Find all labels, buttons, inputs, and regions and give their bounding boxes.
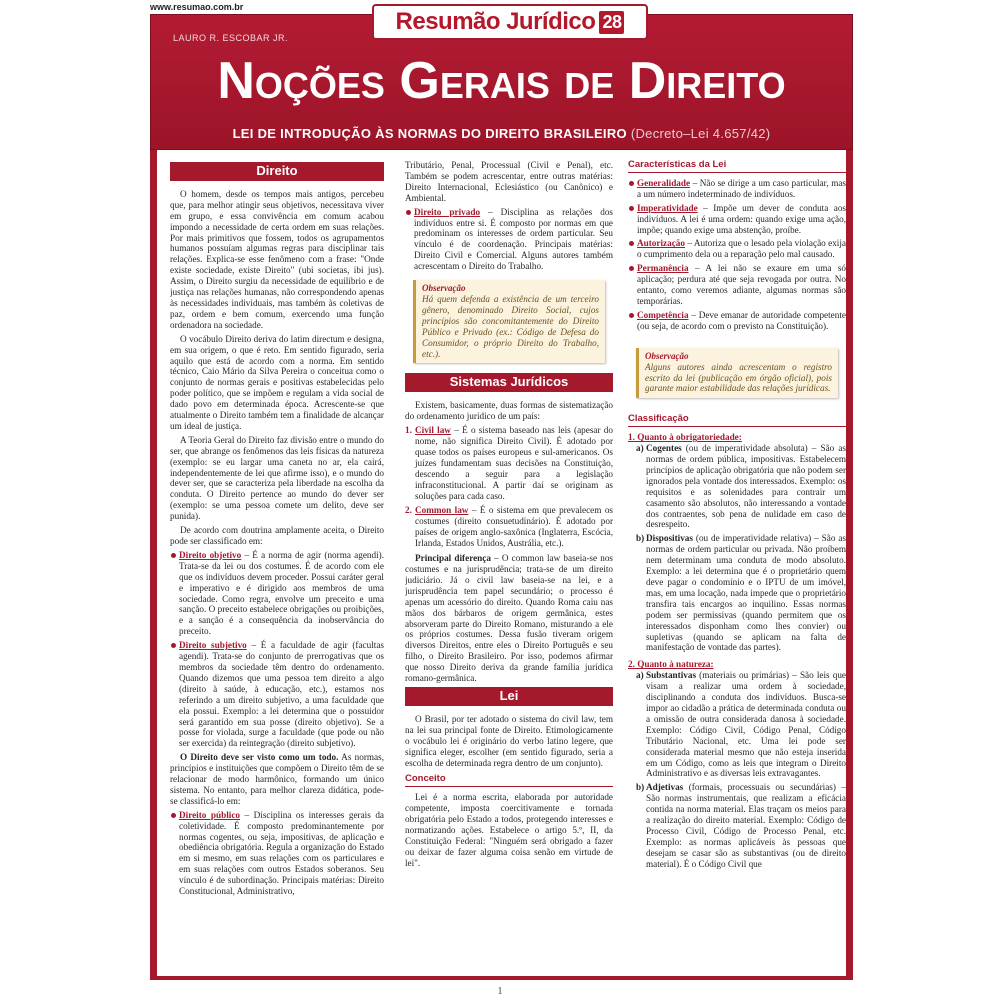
term-text: – Impõe um dever de conduta aos indivíduos. A lei é uma ordem: quando exige uma ação, impõe; quando exige uma abstenção, proíbe. [637,202,846,235]
column-1 [170,160,384,972]
section-heading-sistemas: Sistemas Jurídicos [405,373,613,392]
term-text: – É o sistema baseado nas leis (apesar do nome, não significa Direito Civil). É adotado por quase todos os países europeus e sul-americanos. Os juízes fundamentam suas decisões na Constituição, descendo a seguir para a legislação infraconstitucional. A partir daí se originam as soluções para cada caso. [415,425,613,501]
section-heading-direito: Direito [170,162,384,181]
author-name: LAURO R. ESCOBAR JR. [173,33,289,43]
brand-logo [372,4,648,40]
paragraph [405,553,613,684]
term: Direito subjetivo [179,640,247,651]
term: Dispositivas [646,533,693,544]
term: Direito objetivo [179,549,242,560]
term: Cogentes [646,443,682,454]
term-text: – É o sistema em que prevalecem os costumes (direito consuetudinário). É adotado por países de origem anglo-saxônica (Inglaterra, Escócia, Irlanda, Estados Unidos, Austrália, etc.). [415,505,613,549]
item-number: 2. [405,505,412,516]
numbered-item [405,425,613,501]
paragraph-text: – O common law baseia-se nos costumes e na jurisprudência; trata-se de um direito judiciário. Já o civil law baseia-se na lei, e a jurisprudência tem papel secundário; o processo é apenas um acessório do direito. Quando Roma caiu nas mãos dos bárbaros de origem germânica, estes absorveram parte do Direito Romano, misturando a ele os próprios costumes. Dessa fusão tiveram origem diversos Direitos, entre eles o Direito Português e seu filho, o Direito Brasileiro. Por isso, podemos afirmar que nosso Direito deriva da grande família jurídica romano-germânica. [405,553,613,684]
classification-level-2: 2. Quanto à natureza: [628,659,714,670]
brand-part1: Resumão [395,8,501,35]
list-item [628,263,846,307]
paragraph: O Brasil, por ter adotado o sistema do civil law, tem na lei sua principal fonte de Direito. Etimologicamente o vocábulo lei é originário do verbo latino legere, que significa eleger, escolher (em sentido figurado, seria a escolha de determinada regra dentro de um conjunto). [405,713,613,768]
column-3 [628,160,846,972]
bold-lead: Principal diferença [415,553,491,564]
column-2 [405,160,613,972]
list-item [170,640,384,749]
section-heading-lei: Lei [405,687,613,706]
term: Competência [637,309,689,320]
paragraph: A Teoria Geral do Direito faz divisão entre o mundo do ser, que abrange os fenômenos das leis físicas da natureza (exemplo: se eu largar uma caneta no ar, ela cairá, independentemente de lei que afirme isso), e o mundo do dever ser, que se caracteriza pela liberdade na escolha da conduta. O Direito pertence ao mundo do dever ser (exemplo: se uma pessoa comete um delito, deve ser punida). [170,434,384,522]
term-text: – Autoriza que o lesado pela violação exija o cumprimento dela ou a reparação pelo mal causado. [637,238,846,260]
item-letter: a) [636,670,644,681]
page-title: Noções Gerais de Direito [217,52,786,110]
page-number: 1 [497,986,503,997]
list-item [628,310,846,332]
term: Direito privado [414,206,481,217]
term-text: – Deve emanar de autoridade competente (ou seja, de acordo com o previsto na Constituição). [637,309,846,331]
lettered-item [628,533,846,653]
paragraph: Existem, basicamente, duas formas de sistematização do ordenamento jurídico de um país: [405,400,613,422]
brand-number: 28 [599,11,624,34]
subheading-classificacao: Classificação [628,414,846,427]
subheading-caracteristicas: Características da Lei [628,160,846,173]
bold-lead: O Direito deve ser visto como um todo. [180,752,339,763]
term: Autorização [637,238,685,249]
term-text: – Disciplina os interesses gerais da coletividade. É composto predominantemente por normas cogentes, ou seja, impositivas, de aplicação e obediência obrigatória. Regula a organização do Estado em si mesmo, em suas relações com os particulares e em suas relações com outros Estados soberanos. Seu vínculo é de subordinação. Principais matérias: Direito Constitucional, Administrativo, [179,809,384,897]
item-number: 1. [405,425,412,436]
term-text: (ou de imperatividade relativa) – São as normas de ordem particular ou privada. Não proíbem nem determinam uma conduta de modo absoluto. Exemplo: a lei determina que é o proprietário quem deve pagar o condomínio e o IPTU de um imóvel, mas, em uma locação, nada impede que o proprietário transfira tais encargos ao inquilino. Essas normas podem ser permissivas (quando permitem que os interessados disponham como lhes convier) ou supletivas (quando se aplicam na falta de manifestação de vontade das partes). [646,533,846,653]
observation-box [413,280,605,363]
observation-text: Há quem defenda a existência de um terceiro gênero, denominado Direito Social, cujos princípios são concomitantemente do Direito Público e Privado (ex.: Código de Defesa do Consumidor, o próprio Direito do Trabalho, etc.). [422,293,599,359]
item-letter: b) [636,782,645,793]
lettered-item [628,782,846,869]
item-letter: b) [636,533,645,544]
paragraph: De acordo com doutrina amplamente aceita, o Direito pode ser classificado em: [170,525,384,546]
term: Generalidade [637,177,691,188]
lettered-item [628,670,846,779]
list-item [628,203,846,236]
paragraph-text: As normas, princípios e instituições que compõem o Direito têm de se relacionar de modo harmônico, formando um único sistema. No entanto, para melhor clareza didática, pode-se classificá-lo em: [170,752,384,806]
list-item [170,550,384,637]
term-text: – Disciplina as relações dos indivíduos entre si. É composto por normas em que predominam os interesses de ordem particular. Seu vínculo é de coordenação. Principais matérias: Direito Civil e Comercial. Alguns autores também acrescentam o Direito do Trabalho. [414,206,613,272]
website-url: www.resumao.com.br [150,2,244,12]
term-text: – A lei não se exaure em uma só aplicação; perdura até que seja revogada por outra. No entanto, como veremos adiante, algumas normas são temporárias. [637,263,846,306]
observation-box [636,348,838,399]
observation-text: Alguns autores ainda acrescentam o registro escrito da lei (publicação em órgão oficial), pois garante maior estabilidade das relações jurídicas. [645,361,832,394]
list-item [405,207,613,272]
paragraph [170,752,384,807]
term-text: (ou de imperatividade absoluta) – São as normas de ordem pública, impositivas. Estabelecem princípios de aplicação obrigatória que não podem ser ignorados pela vontade dos interessados. Exemplo: os requisitos e as solenidades para contrair um casamento são absolutos, não interessando a vontade dos contraentes, sob pena de nulidade em caso de desrespeito. [646,443,846,530]
subheading-conceito: Conceito [405,774,613,787]
term-text: (materiais ou primárias) – São leis que visam a realizar uma ordem à sociedade, disciplinando a conduta dos indivíduos. Busca-se impor ao cidadão a prática de determinada conduta ou a omissão de outra considerada danosa à sociedade. Exemplo: Código Civil, Código Penal, Código Tributário Nacional, etc. Uma lei pode ser considerada material mesmo que não esteja inserida em um Código, como as leis que integram o Direito Administrativo e as diversas leis extravagantes. [646,670,846,779]
term-text: (formais, processuais ou secundárias) – São normas instrumentais, que realizam a eficácia contida na norma material. Elas traçam os meios para a realização do direito material. Exemplo: Código de Processo Civil, Código de Processo Penal, etc. Exemplo: as normas aplicáveis às pessoas que desejam se casar são as substantivas (ou de direito material). É o Código Civil que [646,782,846,869]
lettered-item [628,443,846,530]
term: Direito público [179,809,241,820]
paragraph: Lei é a norma escrita, elaborada por autoridade competente, imposta coercitivamente e tornada obrigatória pelo Estado a todos, protegendo interesses e normatizando ações. Estabelece o artigo 5.º, II, da Constituição Federal: "Ninguém será obrigado a fazer ou deixar de fazer alguma coisa senão em virtude de lei". [405,792,613,868]
term-text: – É a norma de agir (norma agendi). Trata-se da lei ou dos costumes. É de acordo com ele que os indivíduos devem proceder. Possui caráter geral e imperativo e é dirigido aos membros de uma sociedade. Como regra, envolve um preceito e uma sanção. O preceito estabelece obrigações ou proibições, e a sanção é a consequência da inobservância do preceito. [179,549,384,637]
term: Common law [415,505,469,516]
term-text: – É a faculdade de agir (facultas agendi). Trata-se do conjunto de prerrogativas que os membros da sociedade têm dentro do ordenamento. Quando dizemos que uma pessoa tem direito a algo (direito à saúde, à educação, etc.), estamos nos referindo a um direito subjetivo, a uma faculdade que ela possui. Exemplo: a lei determina que o possuidor será garantido em sua posse (direito objetivo). Se a posse for violada, surge a faculdade (que pode ou não ser exercida) da reintegração (direito subjetivo). [179,640,384,749]
observation-title: Observação [645,350,689,361]
term: Substantivas [646,670,697,681]
term: Civil law [415,425,451,436]
subtitle-text: LEI DE INTRODUÇÃO ÀS NORMAS DO DIREITO BRASILEIRO [232,126,627,141]
classification-level-1: 1. Quanto à obrigatoriedade: [628,432,742,443]
item-letter: a) [636,443,644,454]
paragraph: Tributário, Penal, Processual (Civil e Penal), etc. Também se podem acrescentar, entre outras matérias: Direito Internacional, Eclesiástico (ou Canônico) e Ambiental. [405,160,613,203]
term: Permanência [637,263,689,274]
term: Imperatividade [637,202,698,213]
term-text: – Não se dirige a um caso particular, mas a um número indeterminado de indivíduos. [637,177,846,199]
brand-part2: Jurídico [506,8,596,35]
list-item [628,178,846,200]
paragraph: O vocábulo Direito deriva do latim directum e designa, em sua origem, o que é reto. Em sentido figurado, seria aquilo que está de acordo com a norma. Em sentido técnico, Caio Mário da Silva Pereira o conceitua como o conjunto de normas gerais e positivas estabelecidas pelo poder político, que se impõem e regulam a vida social de dado povo em determinada época. Acrescente-se que atualmente o Direito também tem a finalidade de alcançar um ideal de justiça. [170,333,384,431]
decree-ref: (Decreto–Lei 4.657/42) [630,126,771,141]
paragraph: O homem, desde os tempos mais antigos, percebeu que, para melhor atingir seus objetivos, necessitava viver em grupo, e essa convivência em comum acabou impondo a necessidade de certa ordem em suas relações. Por mais primitivos que fossem, todos os agrupamentos humanos possuíam algumas regras para disciplinar tais relações. Explica-se esse fenômeno com a frase: "Onde existe sociedade, existe Direito" (ubi societas, ibi jus). Assim, o Direito surgiu da necessidade de equilíbrio e de justiça nas relações humanas, não correspondendo apenas às necessidades individuais, mas também às coletivas de paz, ordem e bem comum, exercendo uma função ordenadora na sociedade. [170,188,384,330]
list-item [628,238,846,260]
list-item [170,810,384,897]
numbered-item [405,505,613,549]
observation-title: Observação [422,283,466,294]
page-subtitle [151,126,852,141]
term: Adjetivas [646,782,684,793]
